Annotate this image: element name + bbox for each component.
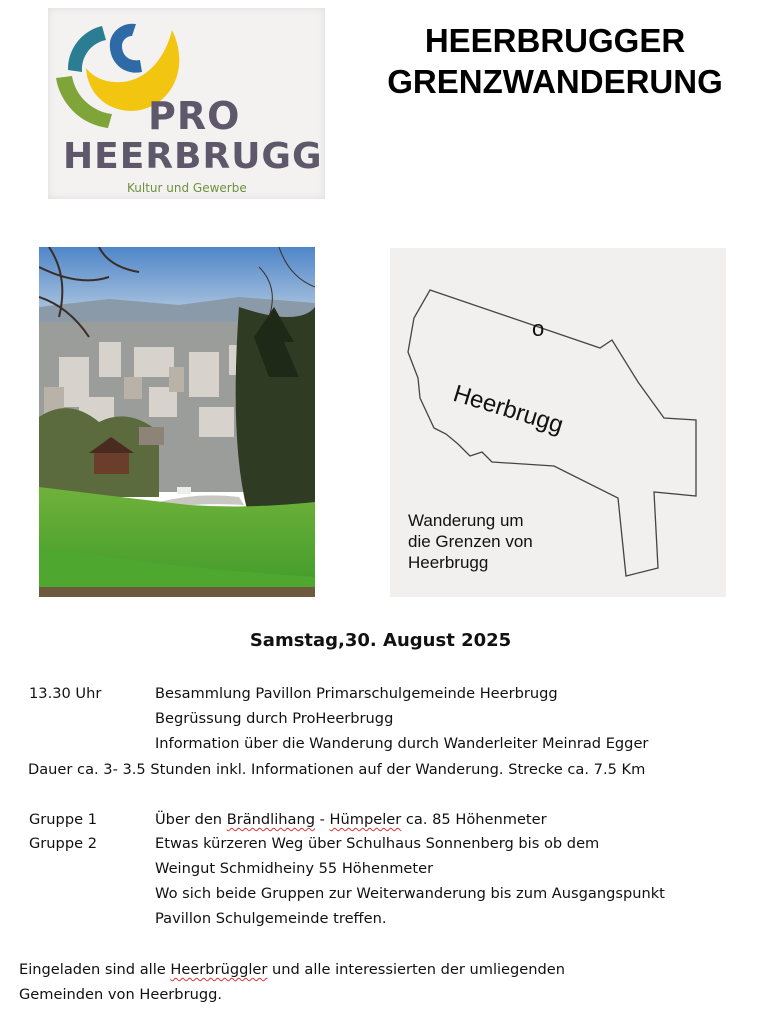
page-title — [352, 20, 758, 102]
group-1-label: Gruppe 1 — [29, 811, 97, 828]
title-line-1: HEERBRUGGER — [424, 22, 686, 59]
map-caption — [408, 510, 533, 573]
event-date: Samstag,30. August 2025 — [249, 630, 512, 651]
program-line: Besammlung Pavillon Primarschulgemeinde Heerbrugg — [155, 685, 558, 702]
invitation-line-1: Eingeladen sind alle Heerbrüggler und alle interessierten der umliegenden — [19, 961, 566, 978]
group-2-label: Gruppe 2 — [29, 835, 97, 852]
map-place-label: Heerbrugg — [450, 380, 567, 439]
boundary-map — [390, 248, 726, 597]
map-caption-line: Wanderung um — [408, 511, 524, 530]
map-caption-line: die Grenzen von — [408, 532, 533, 551]
group-2-line: Etwas kürzeren Weg über Schulhaus Sonnenberg bis ob dem — [155, 835, 600, 852]
map-caption-line: Heerbrugg — [408, 553, 489, 572]
logo-pro-text: PRO — [148, 94, 241, 138]
duration-line: Dauer ca. 3- 3.5 Stunden inkl. Informationen auf der Wanderung. Strecke ca. 7.5 Km — [28, 761, 646, 778]
group-2-line: Pavillon Schulgemeinde treffen. — [155, 910, 387, 927]
event-time: 13.30 Uhr — [29, 685, 102, 702]
pro-heerbrugg-logo — [48, 8, 325, 199]
title-line-2: GRENZWANDERUNG — [387, 63, 723, 100]
group-2-line: Weingut Schmidheiny 55 Höhenmeter — [155, 860, 434, 877]
logo-name-text: HEERBRUGG — [63, 136, 323, 177]
logo-tagline: Kultur und Gewerbe — [127, 181, 247, 195]
map-marker: o — [532, 316, 545, 341]
town-view-photo — [39, 247, 315, 597]
program-line: Begrüssung durch ProHeerbrugg — [155, 710, 394, 727]
invitation-line-2: Gemeinden von Heerbrugg. — [19, 986, 222, 1003]
group-1-route: Über den Brändlihang - Hümpeler ca. 85 Höhenmeter — [155, 811, 547, 828]
group-2-line: Wo sich beide Gruppen zur Weiterwanderung bis zum Ausgangspunkt — [155, 885, 665, 902]
program-line: Information über die Wanderung durch Wanderleiter Meinrad Egger — [155, 735, 649, 752]
